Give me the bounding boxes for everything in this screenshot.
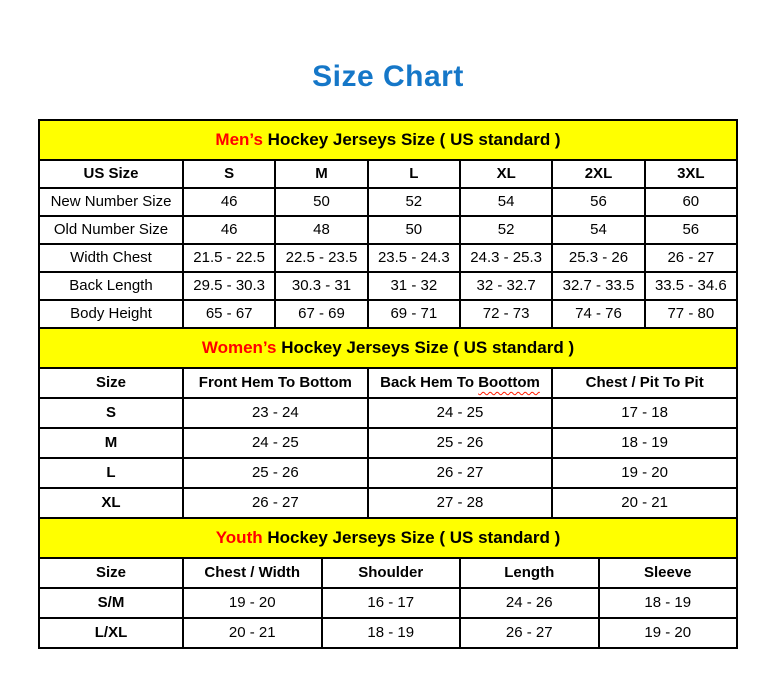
table-cell: 32.7 - 33.5 [552,272,644,300]
table-cell: 18 - 19 [599,588,738,618]
youth-header-row [39,558,737,588]
table-cell: 23 - 24 [183,398,368,428]
table-cell: 32 - 32.7 [460,272,552,300]
table-cell: 24 - 25 [183,428,368,458]
row-label: Back Length [39,272,183,300]
table-row [39,272,737,300]
table-cell: 26 - 27 [645,244,737,272]
mens-header-m: M [275,160,367,188]
table-cell: 26 - 27 [183,488,368,518]
youth-header-sleeve: Sleeve [599,558,738,588]
table-cell: 19 - 20 [599,618,738,648]
youth-size-table [38,557,738,649]
table-cell: 22.5 - 23.5 [275,244,367,272]
table-cell: 21.5 - 22.5 [183,244,275,272]
table-cell: 20 - 21 [552,488,737,518]
table-row [39,428,737,458]
table-cell: 52 [460,216,552,244]
mens-banner-highlight: Men’s [215,130,263,149]
table-cell: 60 [645,188,737,216]
youth-header-length: Length [460,558,599,588]
youth-section-banner [38,517,738,559]
mens-header-3xl: 3XL [645,160,737,188]
table-cell: 16 - 17 [322,588,461,618]
row-label: Body Height [39,300,183,328]
table-cell: 26 - 27 [460,618,599,648]
table-row [39,244,737,272]
size-chart-sheet [38,119,738,649]
youth-header-shoulder: Shoulder [322,558,461,588]
table-cell: 24 - 25 [368,398,553,428]
youth-banner-text: Hockey Jerseys Size ( US standard ) [262,528,561,547]
table-cell: 72 - 73 [460,300,552,328]
back-hem-prefix: Back Hem To [380,374,479,391]
womens-section-banner [38,327,738,369]
table-cell: 20 - 21 [183,618,322,648]
table-row [39,398,737,428]
row-label: S/M [39,588,183,618]
table-row [39,216,737,244]
row-label: Width Chest [39,244,183,272]
table-cell: 56 [552,188,644,216]
row-label: L/XL [39,618,183,648]
table-row [39,488,737,518]
womens-header-size: Size [39,368,183,398]
table-cell: 24 - 26 [460,588,599,618]
row-label: S [39,398,183,428]
mens-header-2xl: 2XL [552,160,644,188]
womens-header-back-hem [368,368,553,398]
mens-header-l: L [368,160,460,188]
womens-banner-text: Hockey Jerseys Size ( US standard ) [276,338,575,357]
mens-header-us-size: US Size [39,160,183,188]
table-cell: 18 - 19 [322,618,461,648]
table-cell: 54 [460,188,552,216]
page-title: Size Chart [312,60,464,93]
table-cell: 18 - 19 [552,428,737,458]
mens-size-table [38,159,738,329]
table-row [39,588,737,618]
table-cell: 56 [645,216,737,244]
table-row [39,188,737,216]
table-cell: 24.3 - 25.3 [460,244,552,272]
table-cell: 31 - 32 [368,272,460,300]
mens-section-banner [38,119,738,161]
table-row [39,300,737,328]
table-cell: 23.5 - 24.3 [368,244,460,272]
mens-header-s: S [183,160,275,188]
table-cell: 17 - 18 [552,398,737,428]
table-cell: 33.5 - 34.6 [645,272,737,300]
table-row [39,618,737,648]
table-cell: 50 [275,188,367,216]
table-cell: 54 [552,216,644,244]
table-cell: 30.3 - 31 [275,272,367,300]
row-label: XL [39,488,183,518]
mens-banner-text: Hockey Jerseys Size ( US standard ) [262,130,561,149]
table-cell: 52 [368,188,460,216]
table-cell: 25.3 - 26 [552,244,644,272]
table-cell: 46 [183,216,275,244]
back-hem-misspelled-word: Boottom [478,374,540,391]
womens-header-front-hem: Front Hem To Bottom [183,368,368,398]
mens-header-row [39,160,737,188]
row-label: Old Number Size [39,216,183,244]
table-cell: 25 - 26 [368,428,553,458]
table-cell: 50 [368,216,460,244]
table-cell: 19 - 20 [552,458,737,488]
row-label: L [39,458,183,488]
youth-header-chest-width: Chest / Width [183,558,322,588]
table-cell: 69 - 71 [368,300,460,328]
table-cell: 29.5 - 30.3 [183,272,275,300]
womens-size-table [38,367,738,519]
womens-header-chest: Chest / Pit To Pit [552,368,737,398]
table-cell: 19 - 20 [183,588,322,618]
table-cell: 65 - 67 [183,300,275,328]
table-cell: 46 [183,188,275,216]
womens-header-row [39,368,737,398]
table-cell: 26 - 27 [368,458,553,488]
row-label: M [39,428,183,458]
row-label: New Number Size [39,188,183,216]
youth-banner-highlight: Youth [215,528,263,547]
table-cell: 27 - 28 [368,488,553,518]
table-cell: 67 - 69 [275,300,367,328]
table-cell: 48 [275,216,367,244]
table-cell: 25 - 26 [183,458,368,488]
table-cell: 74 - 76 [552,300,644,328]
table-cell: 77 - 80 [645,300,737,328]
womens-banner-highlight: Women’s [201,338,277,357]
mens-header-xl: XL [460,160,552,188]
table-row [39,458,737,488]
youth-header-size: Size [39,558,183,588]
